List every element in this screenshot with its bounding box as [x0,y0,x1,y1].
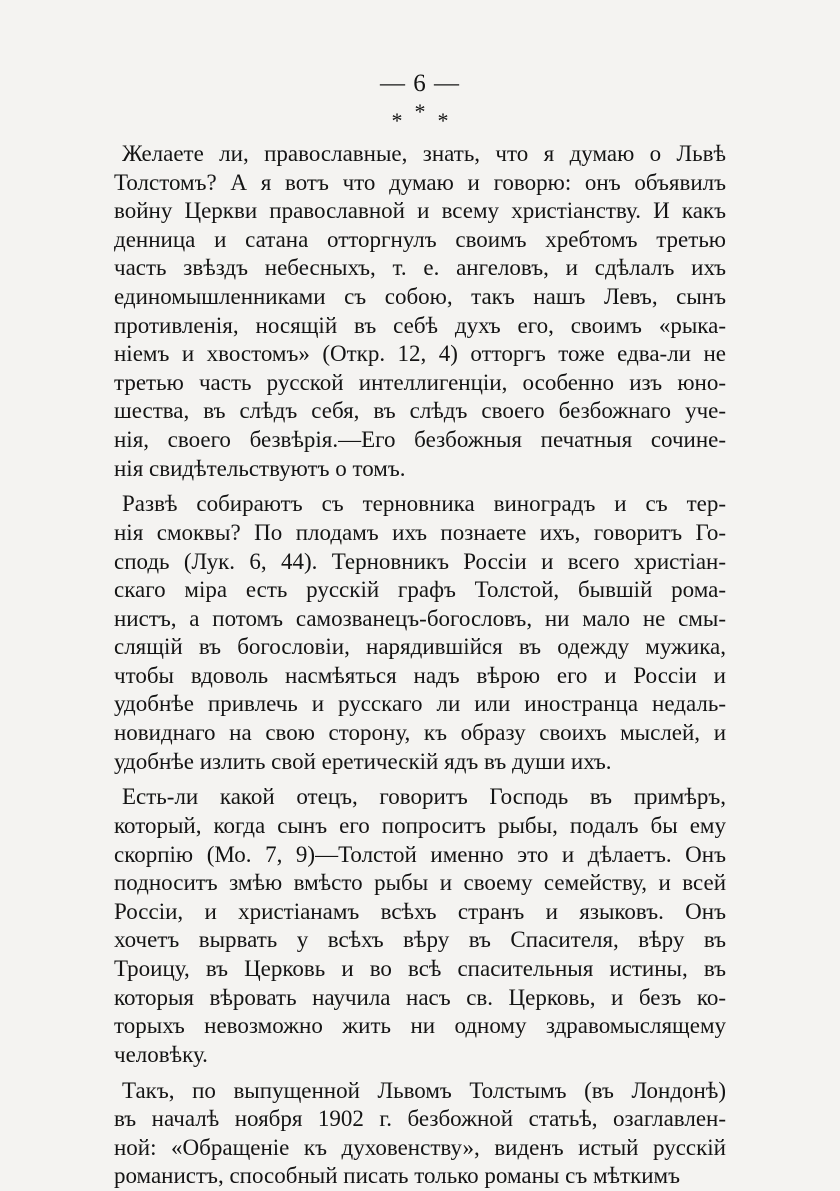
text-line: скорпію (Мо. 7, 9)—Толстой именно это и дѣлаетъ. Онъ [114,841,726,867]
text-line: слящій въ богословіи, нарядившійся въ одежду мужика, [114,634,726,660]
text-line: противленія, носящій въ себѣ духъ его, своимъ «рыка- [114,312,726,338]
text-line: третью часть русской интеллигенціи, особенно изъ юно- [114,369,726,395]
text-line: нія смоквы? По плодамъ ихъ познаете ихъ, говоритъ Го- [114,519,726,545]
text-line: нистъ, а потомъ самозванецъ-богословъ, ни мало не смы- [114,605,726,631]
body-text [114,140,726,1191]
text-line: ніемъ и хвостомъ» (Откр. 12, 4) отторгъ тоже едва-ли не [114,341,726,367]
paragraph [114,490,726,776]
text-line: который, когда сынъ его попроситъ рыбы, подалъ бы ему [114,813,726,839]
text-line: Россіи, и христіанамъ всѣхъ странъ и языковъ. Онъ [114,898,726,924]
text-line: хочетъ вырвать у всѣхъ вѣру въ Спасителя, вѣру въ [114,927,726,953]
text-line: романистъ, способный писать только романы съ мѣткимъ [114,1163,680,1189]
text-line: сподь (Лук. 6, 44). Терновникъ Россіи и всего христіан- [114,548,726,574]
text-line: шества, въ слѣдъ себя, въ слѣдъ своего безбожнаго уче- [114,398,726,424]
text-line: Толстомъ? А я вотъ что думаю и говорю: онъ объявилъ [114,169,726,195]
text-line: въ началѣ ноября 1902 г. безбожной статьѣ, озаглавлен- [114,1106,726,1132]
text-line: торыхъ невозможно жить ни одному здравомыслящему [114,1013,726,1039]
paragraph [114,783,726,1069]
text-line: денница и сатана отторгнулъ своимъ хребтомъ третью [114,226,726,252]
text-line: Желаете ли, православные, знать, что я думаю о Львѣ [122,141,726,166]
asterisk: * [414,99,426,124]
text-line: удобнѣе привлечь и русскаго ли или иностранца недаль- [114,691,726,717]
asterisk: * [391,108,403,133]
page-number: — 6 — [380,70,460,97]
text-line: нія, своего безвѣрія.—Его безбожныя печатныя сочине- [114,426,726,452]
paragraph [114,1077,726,1191]
text-line: которыя вѣровать научила насъ св. Церковь, и безъ ко- [114,984,726,1010]
text-line: удобнѣе излить свой еретическій ядъ въ души ихъ. [114,748,612,774]
text-line: Развѣ собираютъ съ терновника виноградъ и съ тер- [122,491,726,517]
text-line: человѣку. [114,1041,208,1067]
text-line: чтобы вдоволь насмѣяться надъ вѣрою его и Россіи и [114,662,726,688]
paragraph [114,140,726,483]
asterisk: * [437,108,449,133]
text-line: ной: «Обращеніе къ духовенству», виденъ истый русскій [114,1134,726,1160]
text-line: нія свидѣтельствуютъ о томъ. [114,455,406,481]
text-line: Такъ, по выпущенной Львомъ Толстымъ (въ Лондонѣ) [122,1077,726,1103]
text-line: часть звѣздъ небесныхъ, т. е. ангеловъ, и сдѣлалъ ихъ [114,255,726,281]
asterism-ornament [0,99,840,133]
text-line: единомышленниками съ собою, такъ нашъ Левъ, сынъ [114,283,726,309]
text-line: Троицу, въ Церковь и во всѣ спасительныя истины, въ [114,956,726,981]
text-line: войну Церкви православной и всему христіанству. И какъ [114,198,726,224]
text-line: подноситъ змѣю вмѣсто рыбы и своему семейству, и всей [114,870,726,896]
text-line: новиднаго на свою сторону, къ образу своихъ мыслей, и [114,720,726,746]
text-line: скаго міра есть русскій графъ Толстой, бывшій рома- [114,577,726,603]
text-line: Есть-ли какой отецъ, говоритъ Господь въ примѣръ, [122,784,726,810]
